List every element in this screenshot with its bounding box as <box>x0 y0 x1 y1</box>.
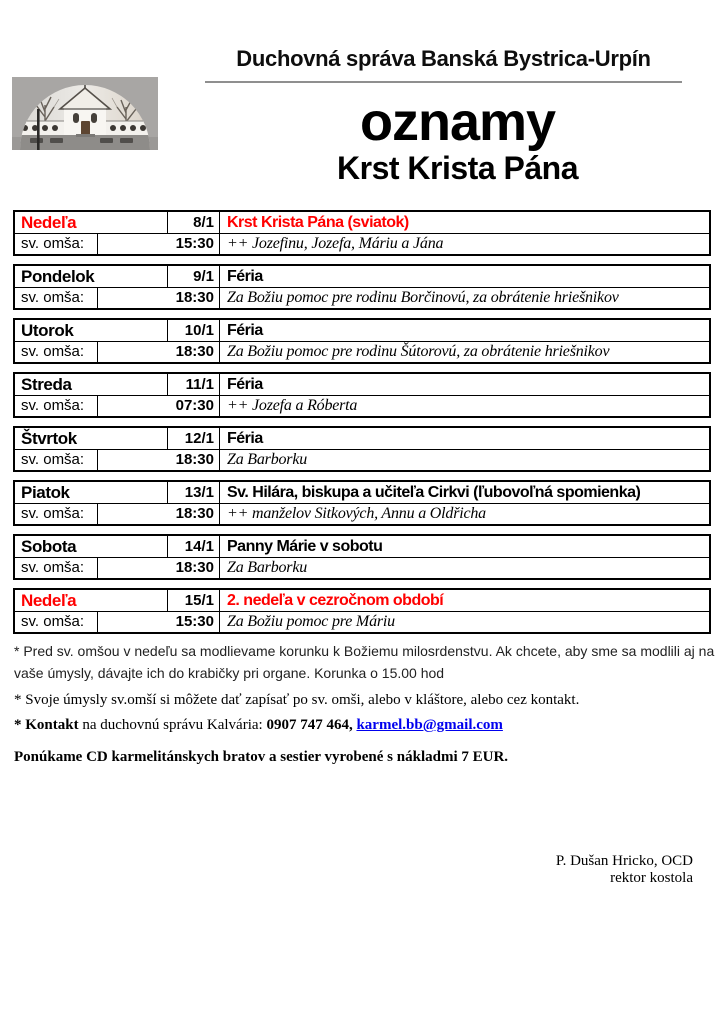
mass-intention: Za Božiu pomoc pre Máriu <box>227 613 395 630</box>
day-title: Féria <box>227 322 263 339</box>
note-contact <box>14 716 714 734</box>
page-title: oznamy <box>359 92 556 152</box>
mass-intention: ++ Jozefinu, Jozefa, Máriu a Jána <box>227 235 444 252</box>
day-title: 2. nedeľa v cezročnom období <box>227 592 444 609</box>
mass-intention: ++ manželov Sitkových, Annu a Oldřicha <box>227 505 486 522</box>
header-rule <box>205 81 682 83</box>
schedule-table <box>13 210 711 642</box>
day-title: Panny Márie v sobotu <box>227 538 383 555</box>
church-icon <box>12 77 158 150</box>
mass-time: 15:30 <box>98 234 220 254</box>
mass-time: 07:30 <box>98 396 220 416</box>
day-name: Utorok <box>15 320 168 341</box>
schedule-day-block <box>13 426 711 472</box>
day-header-row <box>15 266 709 288</box>
day-title: Krst Krista Pána (sviatok) <box>227 214 409 231</box>
day-name: Sobota <box>15 536 168 557</box>
mass-row <box>15 342 709 362</box>
schedule-day-block <box>13 480 711 526</box>
mass-label: sv. omša: <box>15 612 98 632</box>
mass-time: 18:30 <box>98 450 220 470</box>
mass-time: 18:30 <box>98 342 220 362</box>
schedule-day-block <box>13 210 711 256</box>
mass-row <box>15 504 709 524</box>
contact-email-link[interactable]: karmel.bb@gmail.com <box>356 717 503 733</box>
mass-intention: Za Barborku <box>227 451 308 468</box>
schedule-day-block <box>13 372 711 418</box>
mass-intention: Za Božiu pomoc pre rodinu Borčinovú, za obrátenie hriešnikov <box>227 289 619 306</box>
schedule-day-block <box>13 588 711 634</box>
day-date: 10/1 <box>168 320 220 341</box>
schedule-day-block <box>13 534 711 580</box>
day-date: 11/1 <box>168 374 220 395</box>
day-title: Féria <box>227 430 263 447</box>
day-title: Sv. Hilára, biskupa a učiteľa Cirkvi (ľubovoľná spomienka) <box>227 484 641 501</box>
mass-label: sv. omša: <box>15 288 98 308</box>
signature <box>556 853 693 887</box>
schedule-day-block <box>13 264 711 310</box>
mass-time: 18:30 <box>98 288 220 308</box>
day-date: 8/1 <box>168 212 220 233</box>
day-header-row <box>15 320 709 342</box>
mass-intention: ++ Jozefa a Róberta <box>227 397 358 414</box>
note-cd-offer: Ponúkame CD karmelitánskych bratov a sestier vyrobené s nákladmi 7 EUR. <box>14 749 509 765</box>
note-intentions: * Svoje úmysly sv.omší si môžete dať zapísať po sv. omši, alebo v kláštore, alebo cez kontakt. <box>14 692 580 708</box>
day-header-row <box>15 374 709 396</box>
contact-text: na duchovnú správu Kalvária: <box>78 717 267 733</box>
mass-label: sv. omša: <box>15 234 98 254</box>
mass-row <box>15 612 709 632</box>
schedule-day-block <box>13 318 711 364</box>
day-header-row <box>15 212 709 234</box>
mass-intention: Za Božiu pomoc pre rodinu Šútorovú, za obrátenie hriešnikov <box>227 343 610 360</box>
church-photo-image <box>12 77 158 150</box>
mass-row <box>15 450 709 470</box>
mass-label: sv. omša: <box>15 504 98 524</box>
day-name: Piatok <box>15 482 168 503</box>
mass-label: sv. omša: <box>15 558 98 578</box>
day-header-row <box>15 428 709 450</box>
mass-label: sv. omša: <box>15 450 98 470</box>
day-name: Štvrtok <box>15 428 168 449</box>
day-date: 9/1 <box>168 266 220 287</box>
mass-row <box>15 558 709 578</box>
day-name: Streda <box>15 374 168 395</box>
day-date: 12/1 <box>168 428 220 449</box>
feast-subtitle: Krst Krista Pána <box>337 150 578 186</box>
day-name: Nedeľa <box>15 212 168 233</box>
signature-role: rektor kostola <box>610 870 693 886</box>
signature-name: P. Dušan Hricko, OCD <box>555 853 693 869</box>
mass-intention: Za Barborku <box>227 559 308 576</box>
day-date: 13/1 <box>168 482 220 503</box>
note-rosary: * Pred sv. omšou v nedeľu sa modlievame korunku k Božiemu milosrdenstvu. Ak chcete, aby sme sa modlili aj na vaše úmysly, dávajte ich do krabičky pri organe. Korunka o 15.00 hod <box>14 643 715 681</box>
day-date: 14/1 <box>168 536 220 557</box>
day-title: Féria <box>227 376 263 393</box>
day-header-row <box>15 482 709 504</box>
day-name: Nedeľa <box>15 590 168 611</box>
contact-label: * Kontakt <box>14 717 79 733</box>
mass-row <box>15 288 709 308</box>
mass-time: 15:30 <box>98 612 220 632</box>
day-title: Féria <box>227 268 263 285</box>
mass-label: sv. omša: <box>15 342 98 362</box>
header <box>205 46 710 185</box>
day-date: 15/1 <box>168 590 220 611</box>
mass-time: 18:30 <box>98 558 220 578</box>
mass-time: 18:30 <box>98 504 220 524</box>
mass-row <box>15 396 709 416</box>
day-header-row <box>15 590 709 612</box>
day-name: Pondelok <box>15 266 168 287</box>
mass-label: sv. omša: <box>15 396 98 416</box>
contact-phone: 0907 747 464, <box>266 717 357 733</box>
mass-row <box>15 234 709 254</box>
day-header-row <box>15 536 709 558</box>
parish-title: Duchovná správa Banská Bystrica-Urpín <box>236 46 651 71</box>
